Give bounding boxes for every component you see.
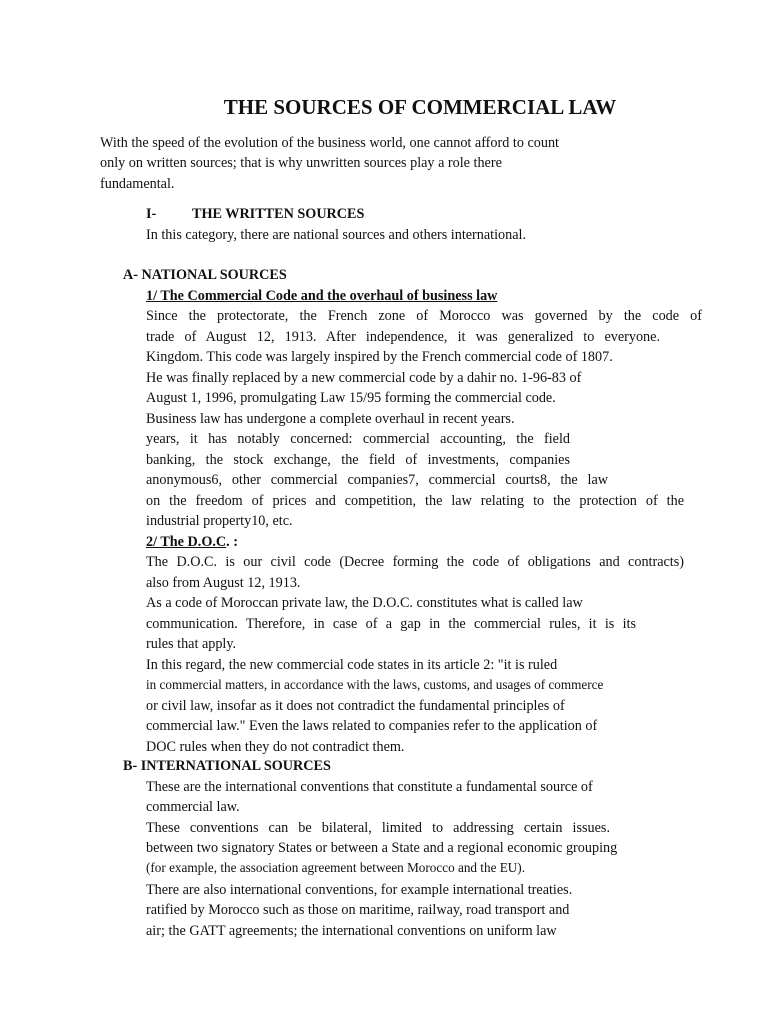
section-a-heading: A- NATIONAL SOURCES bbox=[123, 267, 287, 283]
paragraph-line: These conventions can be bilateral, limited to addressing certain issues. bbox=[146, 820, 610, 836]
paragraph-line: also from August 12, 1913. bbox=[146, 575, 301, 591]
paragraph-line: communication. Therefore, in case of a gap in the commercial rules, it is its bbox=[146, 616, 636, 632]
paragraph-line: ratified by Morocco such as those on maritime, railway, road transport and bbox=[146, 902, 570, 918]
paragraph-line: years, it has notably concerned: commercial accounting, the field bbox=[146, 431, 570, 447]
paragraph-line: Kingdom. This code was largely inspired by the French commercial code of 1807. bbox=[146, 349, 613, 365]
paragraph-line: in commercial matters, in accordance with the laws, customs, and usages of commerce bbox=[146, 677, 604, 692]
paragraph-line: rules that apply. bbox=[146, 636, 237, 652]
paragraph-line: DOC rules when they do not contradict them. bbox=[146, 739, 405, 755]
paragraph-line: As a code of Moroccan private law, the D.O.C. constitutes what is called law bbox=[146, 595, 583, 611]
paragraph-line: anonymous6, other commercial companies7, commercial courts8, the law bbox=[146, 472, 608, 488]
paragraph-line: In this regard, the new commercial code states in its article 2: "it is ruled bbox=[146, 657, 558, 673]
section-i-heading bbox=[146, 204, 364, 224]
paragraph-line: commercial law. bbox=[146, 799, 240, 815]
paragraph-line: Business law has undergone a complete overhaul in recent years. bbox=[146, 411, 515, 427]
paragraph-line: These are the international conventions that constitute a fundamental source of bbox=[146, 779, 593, 795]
subsection-2-title: 2/ The D.O.C bbox=[146, 534, 227, 550]
intro-line: With the speed of the evolution of the business world, one cannot afford to count bbox=[100, 135, 559, 151]
paragraph-line: industrial property10, etc. bbox=[146, 513, 293, 529]
document-title: THE SOURCES OF COMMERCIAL LAW bbox=[223, 95, 617, 119]
paragraph-line: on the freedom of prices and competition, the law relating to the protection of the bbox=[146, 493, 684, 509]
paragraph-line: The D.O.C. is our civil code (Decree forming the code of obligations and contracts) bbox=[146, 554, 684, 570]
paragraph-line: commercial law." Even the laws related to companies refer to the application of bbox=[146, 718, 598, 734]
section-i-title: THE WRITTEN SOURCES bbox=[192, 206, 365, 222]
section-i-number: I- bbox=[146, 206, 157, 222]
paragraph-line: August 1, 1996, promulgating Law 15/95 forming the commercial code. bbox=[146, 390, 556, 406]
paragraph-line: between two signatory States or between a State and a regional economic grouping bbox=[146, 840, 618, 856]
intro-line: fundamental. bbox=[100, 176, 175, 192]
intro-line: only on written sources; that is why unwritten sources play a role there bbox=[100, 155, 502, 171]
section-b-heading: B- INTERNATIONAL SOURCES bbox=[123, 758, 331, 774]
subsection-1-heading: 1/ The Commercial Code and the overhaul of business law bbox=[146, 288, 498, 304]
paragraph-line: Since the protectorate, the French zone of Morocco was governed by the code of bbox=[146, 308, 702, 324]
paragraph-line: air; the GATT agreements; the international conventions on uniform law bbox=[146, 923, 557, 939]
paragraph-line: or civil law, insofar as it does not contradict the fundamental principles of bbox=[146, 698, 565, 714]
subsection-2-suffix: . : bbox=[226, 534, 238, 550]
paragraph-line: There are also international conventions, for example international treaties. bbox=[146, 882, 573, 898]
paragraph-line: banking, the stock exchange, the field of investments, companies bbox=[146, 452, 570, 468]
paragraph-line: (for example, the association agreement between Morocco and the EU). bbox=[146, 860, 525, 875]
subsection-2-heading bbox=[146, 532, 238, 552]
paragraph-line: trade of August 12, 1913. After independence, it was generalized to everyone. bbox=[146, 329, 660, 345]
paragraph-line: He was finally replaced by a new commercial code by a dahir no. 1-96-83 of bbox=[146, 370, 582, 386]
section-i-text: In this category, there are national sources and others international. bbox=[146, 227, 527, 243]
